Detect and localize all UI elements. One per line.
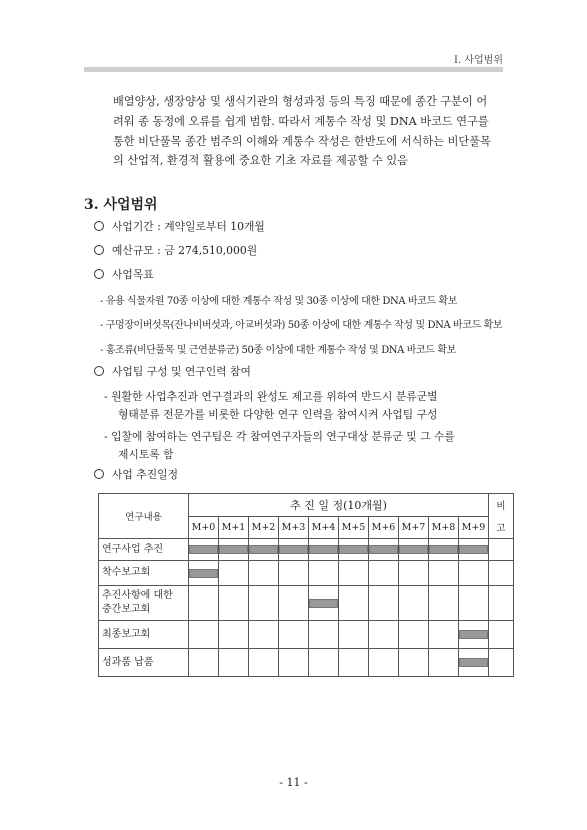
- month-cell: [399, 561, 429, 586]
- goals-title: 사업목표: [112, 268, 154, 281]
- schedule-bar: [459, 630, 488, 639]
- row-label: [99, 586, 189, 621]
- month-cell: [399, 539, 429, 561]
- row-label-line: 성과품 납품: [102, 656, 154, 668]
- row-label-line: 추진사항에 대한: [102, 590, 173, 601]
- circle-bullet-icon: [94, 221, 104, 231]
- month-cell: [189, 621, 219, 649]
- circle-bullet-icon: [94, 245, 104, 255]
- team-title: 사업팀 구성 및 연구인력 참여: [112, 365, 251, 378]
- month-header: M+6: [369, 517, 399, 539]
- month-cell: [219, 539, 249, 561]
- schedule-bar: [309, 599, 338, 608]
- schedule-bar: [459, 545, 488, 554]
- content-header: 연구내용: [99, 494, 189, 539]
- month-cell: [249, 561, 279, 586]
- note-cell: [489, 561, 514, 586]
- month-cell: [309, 621, 339, 649]
- month-cell: [429, 561, 459, 586]
- schedule-bar: [339, 545, 368, 554]
- schedule-body: [99, 539, 514, 677]
- schedule-title: 사업 추진일정: [112, 468, 179, 481]
- month-cell: [219, 621, 249, 649]
- bullet-period: [94, 219, 265, 234]
- note-header: 고: [489, 517, 514, 539]
- row-label-line: 최종보고회: [102, 628, 151, 640]
- bullet-goals: [94, 267, 154, 282]
- month-cell: [279, 649, 309, 677]
- month-cell: [459, 586, 489, 621]
- team-item-line: 형태분류 전문가를 비롯한 다양한 연구 인력을 참여시켜 사업팀 구성: [118, 408, 438, 421]
- month-cell: [459, 621, 489, 649]
- note-cell: [489, 621, 514, 649]
- schedule-row: [99, 539, 514, 561]
- month-cell: [369, 649, 399, 677]
- row-label: [99, 649, 189, 677]
- month-cell: [399, 586, 429, 621]
- goal-item: - 홍조류(비단풀목 및 근연분류군) 50종 이상에 대한 계통수 작성 및 DNA 바코드 확보: [100, 345, 456, 356]
- month-cell: [429, 649, 459, 677]
- month-header: M+9: [459, 517, 489, 539]
- month-cell: [339, 621, 369, 649]
- month-cell: [339, 586, 369, 621]
- bullet-budget: [94, 243, 257, 258]
- schedule-row: [99, 561, 514, 586]
- month-cell: [399, 621, 429, 649]
- month-cell: [279, 586, 309, 621]
- schedule-bar: [399, 545, 428, 554]
- team-item: [104, 388, 504, 424]
- month-header: M+2: [249, 517, 279, 539]
- intro-paragraph: [113, 92, 505, 171]
- schedule-bar: [249, 545, 278, 554]
- month-cell: [339, 649, 369, 677]
- month-cell: [309, 586, 339, 621]
- intro-line: 의 산업적, 환경적 활용에 중요한 기초 자료를 제공할 수 있음: [113, 154, 408, 168]
- circle-bullet-icon: [94, 269, 104, 279]
- row-label-line: 연구사업 추진: [102, 543, 164, 555]
- bullet-team: [94, 364, 251, 379]
- month-cell: [249, 586, 279, 621]
- schedule-bar: [219, 545, 248, 554]
- schedule-bar: [459, 658, 488, 667]
- circle-bullet-icon: [94, 366, 104, 376]
- month-header: M+3: [279, 517, 309, 539]
- page-number: - 11 -: [279, 776, 308, 789]
- schedule-bar: [429, 545, 458, 554]
- schedule-table: [98, 493, 514, 677]
- month-cell: [189, 539, 219, 561]
- schedule-row: [99, 649, 514, 677]
- circle-bullet-icon: [94, 469, 104, 479]
- note-header: 비: [489, 494, 514, 517]
- row-label-line: 중간보고회: [102, 604, 151, 615]
- month-cell: [339, 561, 369, 586]
- budget-text: 예산규모 : 금 274,510,000원: [112, 244, 258, 257]
- intro-line: 배열양상, 생장양상 및 생식기관의 형성과정 등의 특징 때문에 종간 구분이 어: [113, 95, 488, 108]
- month-header: M+4: [309, 517, 339, 539]
- month-header: M+1: [219, 517, 249, 539]
- month-cell: [309, 561, 339, 586]
- row-label-line: 착수보고회: [102, 567, 151, 578]
- schedule-bar: [309, 545, 338, 554]
- row-label: [99, 561, 189, 586]
- month-cell: [189, 649, 219, 677]
- section-title: 3. 사업범위: [84, 197, 158, 213]
- month-cell: [429, 539, 459, 561]
- note-cell: [489, 539, 514, 561]
- intro-line: 통한 비단풀목 종간 범주의 이해와 계통수 작성은 한반도에 서식하는 비단풀목: [113, 134, 491, 148]
- schedule-bar: [369, 545, 398, 554]
- month-cell: [189, 586, 219, 621]
- month-cell: [369, 586, 399, 621]
- month-cell: [279, 621, 309, 649]
- month-cell: [429, 586, 459, 621]
- note-cell: [489, 649, 514, 677]
- schedule-row: [99, 586, 514, 621]
- month-cell: [459, 539, 489, 561]
- schedule-bar: [279, 545, 308, 554]
- goal-item: - 구멍장이버섯목(잔나비버섯과, 아교버섯과) 50종 이상에 대한 계통수 작성 및 DNA 바코드 확보: [100, 320, 503, 331]
- month-cell: [249, 539, 279, 561]
- month-cell: [369, 539, 399, 561]
- month-header: M+0: [189, 517, 219, 539]
- month-cell: [339, 539, 369, 561]
- team-item-line: - 원활한 사업추진과 연구결과의 완성도 제고를 위하여 반드시 분류군별: [104, 390, 438, 403]
- month-cell: [429, 621, 459, 649]
- section-header-label: I. 사업범위: [454, 55, 503, 66]
- month-header: M+7: [399, 517, 429, 539]
- schedule-bar: [189, 569, 218, 578]
- row-label: [99, 621, 189, 649]
- period-header: 추 진 일 정(10개월): [189, 494, 489, 517]
- month-cell: [309, 649, 339, 677]
- month-cell: [219, 649, 249, 677]
- period-text: 사업기간 : 계약일로부터 10개월: [112, 220, 265, 233]
- month-cell: [279, 561, 309, 586]
- goal-item: - 유용 식물자원 70종 이상에 대한 계통수 작성 및 30종 이상에 대한 DNA 바코드 확보: [100, 296, 458, 307]
- intro-line: 려워 종 동정에 오류를 쉽게 범함. 따라서 계통수 작성 및 DNA 바코드 연구를: [113, 114, 489, 128]
- month-cell: [369, 621, 399, 649]
- month-cell: [279, 539, 309, 561]
- team-item: [104, 428, 504, 464]
- month-header: M+8: [429, 517, 459, 539]
- month-cell: [219, 586, 249, 621]
- month-cell: [219, 561, 249, 586]
- month-cell: [459, 561, 489, 586]
- month-cell: [399, 649, 429, 677]
- month-cell: [309, 539, 339, 561]
- month-cell: [369, 561, 399, 586]
- month-cell: [189, 561, 219, 586]
- bullet-schedule: [94, 467, 178, 482]
- schedule-bar: [189, 545, 218, 554]
- row-label: [99, 539, 189, 561]
- note-cell: [489, 586, 514, 621]
- team-item-line: - 입찰에 참여하는 연구팀은 각 참여연구자들의 연구대상 분류군 및 그 수를: [104, 430, 455, 443]
- month-cell: [249, 649, 279, 677]
- month-header: M+5: [339, 517, 369, 539]
- header-divider: [84, 67, 503, 72]
- month-cell: [459, 649, 489, 677]
- team-item-line: 제시토록 함: [118, 448, 174, 461]
- month-cell: [249, 621, 279, 649]
- schedule-row: [99, 621, 514, 649]
